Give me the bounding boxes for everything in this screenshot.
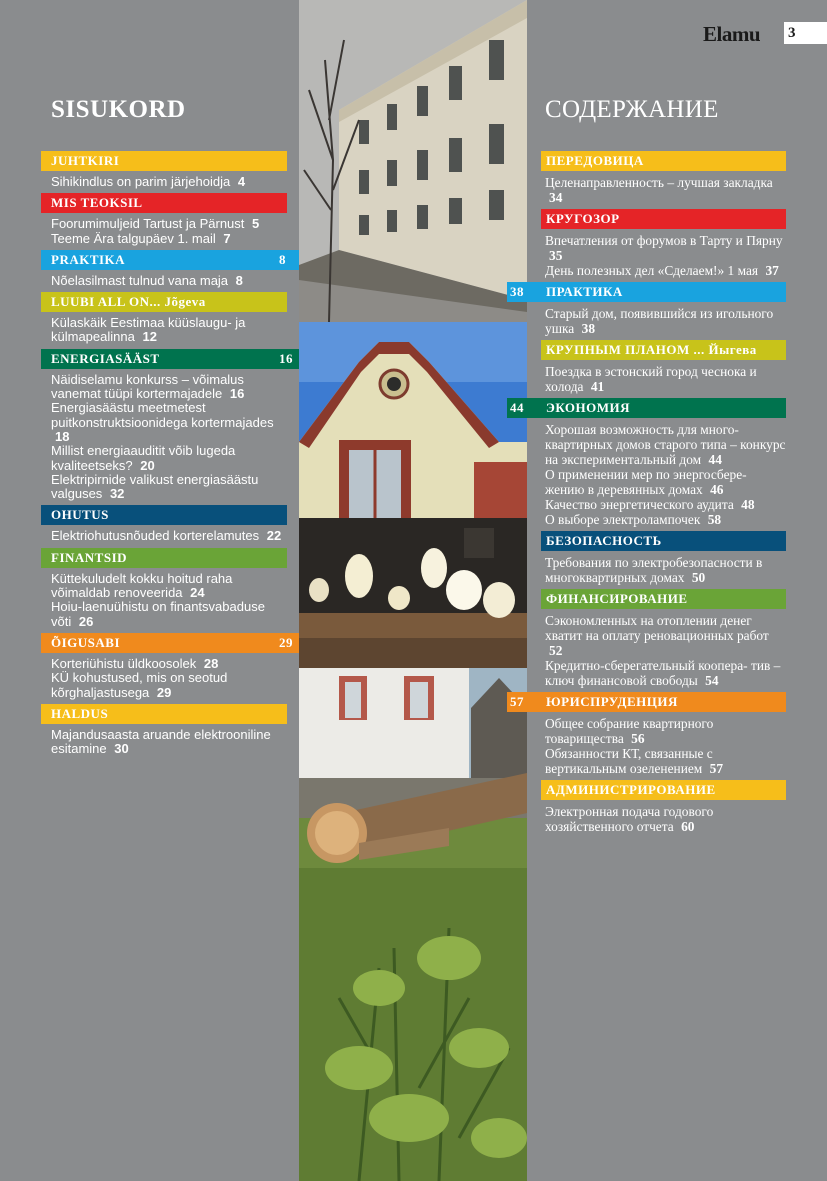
entry-title: Электронная подача годового хозяйственного отчета (545, 804, 714, 834)
entry-title: KÜ kohustused, mis on seotud kõrghaljastusega (51, 670, 228, 700)
page-number: 3 (784, 22, 827, 44)
photo-light-bulbs (299, 518, 527, 668)
entry-page-number: 8 (235, 272, 243, 288)
entry-title: Требования по электробезопасности в многоквартирных домах (545, 555, 763, 585)
toc-column-russian (510, 151, 786, 838)
toc-entry[interactable] (545, 467, 786, 497)
toc-entry[interactable] (545, 233, 786, 263)
section-title-bar[interactable] (41, 349, 293, 369)
section-title: АДМИНИСТРИРОВАНИЕ (546, 782, 716, 797)
entry-title: Teeme Ära talgupäev 1. mail (51, 230, 216, 246)
toc-entry[interactable] (545, 364, 786, 394)
section-entries (541, 418, 786, 531)
entry-title: Foorumimuljeid Tartust ja Pärnust (51, 216, 245, 232)
entry-page-number: 28 (203, 655, 219, 671)
entry-page-number: 22 (266, 528, 282, 544)
section-title-bar[interactable] (510, 398, 786, 418)
entry-title: Korteriühistu üldkoosolek (51, 655, 197, 671)
section-title-bar[interactable] (41, 548, 287, 568)
photo-strip (299, 0, 527, 1181)
toc-entry[interactable] (51, 217, 287, 231)
section-title-bar[interactable] (41, 704, 287, 724)
section-entries (41, 568, 287, 633)
section-title-bar[interactable] (541, 209, 786, 229)
section-title-bar[interactable] (541, 780, 786, 800)
toc-section (41, 633, 293, 704)
magazine-logo: Elamu (703, 22, 761, 46)
toc-entry[interactable] (545, 555, 786, 585)
section-entries (541, 229, 786, 282)
toc-section (541, 209, 786, 282)
entry-page-number: 32 (109, 486, 125, 502)
toc-section (41, 250, 287, 292)
toc-section (510, 282, 786, 340)
toc-heading-estonian: SISUKORD (51, 96, 186, 123)
toc-section (41, 704, 287, 761)
entry-page-number: 56 (631, 731, 645, 746)
entry-title: Поездка в эстонский город чеснока и холода (545, 364, 757, 394)
toc-section (41, 292, 287, 349)
section-title: ÕIGUSABI (51, 634, 121, 650)
entry-page-number: 57 (709, 761, 724, 776)
toc-entry[interactable] (545, 422, 786, 467)
section-page-marker: 29 (275, 633, 299, 653)
toc-entry[interactable] (51, 473, 287, 502)
entry-page-number: 26 (78, 613, 94, 629)
entry-title: О применении мер по энергосбере- жению в деревянных домах (545, 467, 747, 497)
entry-title: Energiasäästu meetmetest puitkonstruktsioonidega kortermajades (51, 400, 274, 430)
entry-title: Целенаправленность – лучшая закладка (545, 175, 773, 190)
toc-entry[interactable] (545, 306, 786, 336)
photo-ornate-house (299, 322, 527, 518)
entry-title: Sihikindlus on parim järjehoidja (51, 174, 231, 189)
toc-entry[interactable] (51, 316, 287, 345)
toc-section (41, 349, 293, 506)
entry-title: Качество энергетического аудита (545, 497, 734, 512)
entry-page-number: 44 (708, 452, 722, 467)
section-entries (541, 551, 786, 589)
section-title-bar[interactable] (510, 692, 786, 712)
toc-heading-russian: СОДЕРЖАНИЕ (545, 96, 719, 123)
entry-page-number: 12 (142, 329, 157, 345)
section-title-bar[interactable] (541, 589, 786, 609)
section-title-bar[interactable] (41, 505, 287, 525)
toc-section (541, 340, 786, 398)
entry-title: День полезных дел «Сделаем!» 1 мая (545, 263, 759, 278)
section-entries (541, 360, 786, 398)
entry-page-number: 60 (681, 819, 695, 834)
entry-title: Majandusaasta aruande elektrooniline esitamine (51, 726, 271, 757)
section-page-marker: 44 (507, 398, 541, 418)
entry-title: Külaskäik Eestimaa küüslaugu- ja külmapealinna (51, 315, 246, 345)
entry-page-number: 35 (549, 248, 563, 263)
section-title: PRAKTIKA (51, 251, 126, 267)
section-entries (541, 302, 786, 340)
section-title: ПРАКТИКА (546, 284, 623, 299)
section-page-marker: 57 (507, 692, 541, 712)
entry-title: О выборе электролампочек (545, 512, 701, 527)
entry-title: Elektriohutusnõuded korterelamutes (51, 528, 260, 544)
entry-title: Обязанности КТ, связанные с вертикальным озеленением (545, 746, 713, 776)
section-title: ПЕРЕДОВИЦА (546, 153, 644, 168)
section-title: OHUTUS (51, 507, 109, 523)
toc-entry[interactable] (51, 444, 287, 473)
entry-page-number: 38 (581, 321, 596, 336)
section-page-marker: 16 (275, 349, 299, 369)
entry-page-number: 24 (190, 585, 205, 601)
section-title: LUUBI ALL ON... Jõgeva (51, 294, 206, 310)
section-page-marker: 38 (507, 282, 541, 302)
entry-page-number: 34 (549, 190, 563, 205)
section-title-bar[interactable] (510, 282, 786, 302)
section-entries (41, 724, 287, 761)
entry-title: Общее собрание квартирного товарищества (545, 716, 714, 746)
section-page-marker: 8 (275, 250, 299, 270)
toc-entry[interactable] (51, 401, 287, 444)
section-title: КРУГОЗОР (546, 211, 620, 226)
toc-entry[interactable] (545, 613, 786, 658)
entry-page-number: 4 (237, 174, 246, 189)
toc-entry[interactable] (51, 175, 287, 189)
toc-entry[interactable] (545, 175, 786, 205)
section-title: БЕЗОПАСНОСТЬ (546, 533, 662, 548)
entry-page-number: 30 (114, 741, 129, 757)
toc-section (510, 398, 786, 531)
section-title-bar[interactable] (541, 531, 786, 551)
entry-page-number: 46 (710, 482, 724, 497)
entry-title: Сэкономленных на отоплении денег хватит на оплату реновационных работ (545, 613, 769, 643)
entry-page-number: 20 (140, 457, 155, 473)
toc-entry[interactable] (545, 658, 786, 688)
section-title: ЮРИСПРУДЕНЦИЯ (546, 694, 678, 709)
section-entries (41, 653, 287, 704)
toc-entry[interactable] (51, 657, 287, 671)
entry-page-number: 41 (590, 379, 605, 394)
entry-page-number: 52 (549, 643, 563, 658)
entry-title: Nõelasilmast tulnud vana maja (51, 272, 229, 288)
entry-page-number: 58 (707, 512, 722, 527)
toc-section (41, 193, 287, 250)
section-entries (41, 213, 287, 250)
section-entries (41, 312, 287, 349)
toc-entry[interactable] (545, 497, 786, 512)
section-title-bar[interactable] (541, 151, 786, 171)
toc-section (41, 505, 287, 547)
entry-page-number: 29 (156, 684, 172, 700)
section-title-bar[interactable] (41, 151, 287, 171)
toc-entry[interactable] (51, 600, 287, 629)
entry-page-number: 16 (229, 386, 245, 402)
section-entries (541, 712, 786, 780)
section-title-bar[interactable] (41, 250, 287, 270)
toc-entry[interactable] (51, 671, 287, 700)
toc-entry[interactable] (545, 716, 786, 746)
toc-column-estonian (41, 151, 293, 760)
toc-section (41, 548, 287, 633)
photo-house-and-logs (299, 668, 527, 1181)
section-entries (41, 525, 287, 547)
section-title-bar[interactable] (41, 292, 287, 312)
entry-title: Впечатления от форумов в Тарту и Пярну (545, 233, 783, 248)
entry-title: Küttekuludelt kokku hoitud raha võimaldab renoveerida (51, 570, 233, 601)
entry-page-number: 18 (55, 428, 70, 444)
toc-section (41, 151, 287, 193)
toc-section (541, 589, 786, 692)
toc-entry[interactable] (51, 529, 287, 543)
toc-section (541, 151, 786, 209)
toc-entry[interactable] (51, 274, 287, 288)
entry-page-number: 54 (705, 673, 719, 688)
entry-title: Näidiselamu konkurss – võimalus vanemat tüüpi kortermajadele (51, 371, 244, 402)
section-title-bar[interactable] (541, 340, 786, 360)
toc-entry[interactable] (51, 572, 287, 601)
entry-title: Старый дом, появившийся из игольного ушка (545, 306, 774, 336)
section-title: HALDUS (51, 705, 109, 721)
toc-entry[interactable] (51, 728, 287, 757)
section-title: ENERGIASÄÄST (51, 350, 160, 366)
toc-section (510, 692, 786, 780)
section-title: ФИНАНСИРОВАНИЕ (546, 591, 688, 606)
entry-title: Hoiu-laenuühistu on finantsvabaduse võti (51, 599, 265, 629)
photo-apartment-building (299, 0, 527, 322)
section-entries (541, 171, 786, 209)
toc-section (541, 780, 786, 838)
section-title-bar[interactable] (41, 193, 287, 213)
section-title: MIS TEOKSIL (51, 195, 143, 211)
section-entries (41, 270, 287, 292)
section-title: JUHTKIRI (51, 153, 120, 168)
section-entries (41, 369, 287, 506)
section-title: FINANTSID (51, 549, 128, 565)
section-title-bar[interactable] (41, 633, 293, 653)
entry-page-number: 7 (223, 230, 231, 246)
section-entries (541, 800, 786, 838)
section-title: ЭКОНОМИЯ (546, 400, 631, 415)
toc-entry[interactable] (545, 746, 786, 776)
entry-page-number: 50 (691, 570, 706, 585)
entry-title: Хорошая возможность для много- квартирных домов старого типа – конкурс на экспериментальный дом (545, 422, 786, 467)
toc-section (541, 531, 786, 589)
entry-page-number: 48 (741, 497, 755, 512)
entry-title: Кредитно-сберегательный коопера- тив – ключ финансовой свободы (545, 658, 781, 688)
entry-title: Millist energiaauditit võib lugeda kvaliteetseks? (51, 443, 236, 473)
entry-page-number: 37 (765, 263, 779, 278)
entry-page-number: 5 (252, 216, 260, 232)
toc-entry[interactable] (545, 263, 786, 278)
entry-title: Elektripirnide valikust energiasäästu valguses (51, 471, 259, 502)
section-entries (41, 171, 287, 193)
toc-entry[interactable] (51, 373, 287, 402)
toc-entry[interactable] (545, 804, 786, 834)
toc-entry[interactable] (545, 512, 786, 527)
toc-entry[interactable] (51, 232, 287, 246)
section-title: КРУПНЫМ ПЛАНОМ ... Йыгева (546, 342, 757, 357)
section-entries (541, 609, 786, 692)
